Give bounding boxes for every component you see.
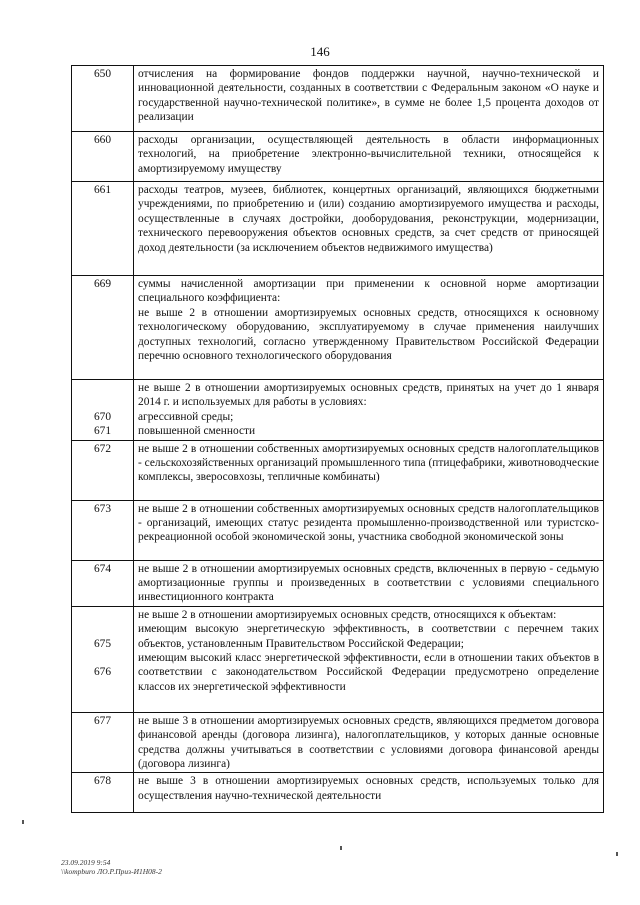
row-description: не выше 3 в отношении амортизируемых основных средств, используемых только для осуществления научно-технической деятельности (134, 773, 604, 813)
table-row (72, 560, 604, 606)
table-row (72, 380, 604, 441)
table-row (72, 712, 604, 773)
table-row (72, 132, 604, 182)
print-timestamp: 23.09.2019 9:54 (61, 858, 111, 867)
row-code: 671 (93, 425, 112, 438)
row-description (134, 276, 604, 380)
row-code: 660 (72, 132, 134, 182)
row-code: 678 (72, 773, 134, 813)
row-subitem: агрессивной среды; (138, 410, 234, 423)
row-code: 673 (72, 500, 134, 560)
row-code: 661 (72, 182, 134, 276)
row-description: отчисления на формирование фондов поддержки научной, научно-технической и инновационной деятельности, созданных в соответствии с Федеральным законом «О науке и государственной научно-технической политике», в сумме не более 1,5 процента доходов от реализации (134, 66, 604, 132)
row-subitem: повышенной сменности (138, 425, 256, 438)
row-code: 674 (72, 560, 134, 606)
row-code: 650 (72, 66, 134, 132)
row-description: не выше 2 в отношении амортизируемых основных средств, включенных в первую - седьмую амортизационные группы и произведенных в соответствии с условиями специального инвестиционного контракта (134, 560, 604, 606)
row-description: расходы организации, осуществляющей деятельность в области информационных технологий, на приобретение электронно-вычислительной техники, относящейся к амортизируемому имуществу (134, 132, 604, 182)
row-description: расходы театров, музеев, библиотек, концертных организаций, являющихся бюджетными учреждениями, по приобретению и (или) созданию амортизируемого имущества и расходы, осуществленные в случаях достройки, дооборудования, реконструкции, модернизации, технического перевооружения объектов основных средств, за счет средств от приносящей доход деятельности (за исключением объектов недвижимого имущества) (134, 182, 604, 276)
row-description (134, 606, 604, 712)
row-code: 675 (93, 637, 112, 650)
row-intro: суммы начисленной амортизации при применении к основной норме амортизации специального коэффициента: (138, 278, 599, 305)
scan-speck (22, 820, 24, 824)
table-row (72, 440, 604, 500)
row-description (134, 380, 604, 441)
row-description: не выше 2 в отношении собственных амортизируемых основных средств налогоплательщиков - сельскохозяйственных организаций промышленного типа (птицефабрики, животноводческие комплексы, зверосовхозы, тепличные комбинаты) (134, 440, 604, 500)
row-description: не выше 3 в отношении амортизируемых основных средств, являющихся предметом договора финансовой аренды (договора лизинга), налогоплательщиков, у которых данные основные средства должны учитываться в соответствии с условиями договора финансовой аренды (договора лизинга) (134, 712, 604, 773)
table-row (72, 606, 604, 712)
table-row (72, 182, 604, 276)
row-code: 670 (93, 410, 112, 423)
table-row (72, 500, 604, 560)
scan-speck (616, 852, 618, 856)
row-code: 672 (72, 440, 134, 500)
row-subitem: имеющим высокий класс энергетической эффективности, если в отношении таких объектов в соответствии с законодательством Российской Федерации предусмотрено определение классов их энергетической эффективности (138, 652, 599, 693)
row-code: 677 (72, 712, 134, 773)
row-codes (72, 606, 134, 712)
row-codes (72, 380, 134, 441)
page-number: 146 (310, 44, 330, 59)
table-row (72, 773, 604, 813)
row-code: 676 (93, 666, 112, 679)
scan-speck (340, 846, 342, 850)
income-expense-code-table (71, 65, 604, 813)
print-file-path: \\kompburo ЛО.Р.Приз-И1Н08-2 (61, 867, 162, 876)
row-subitem: имеющим высокую энергетическую эффективность, в соответствии с перечнем таких объектов, установленным Правительством Российской Федерации; (138, 623, 599, 650)
row-intro: не выше 2 в отношении амортизируемых основных средств, относящихся к объектам: (138, 608, 557, 621)
row-description: не выше 2 в отношении собственных амортизируемых основных средств налогоплательщиков - организаций, имеющих статус резидента промышленно-производственной или туристско-рекреационной особой экономической зоны, участника свободной экономической зоны (134, 500, 604, 560)
row-intro: не выше 2 в отношении амортизируемых основных средств, принятых на учет до 1 января 2014 г. и используемых для работы в условиях: (138, 382, 599, 409)
row-code: 669 (72, 276, 134, 380)
row-clause: не выше 2 в отношении амортизируемых основных средств, относящихся к основному технологическому оборудованию, эксплуатируемому в случае применения наилучших доступных технологий, согласно утвержденному Правительством Российской Федерации перечню основного технологического оборудования (138, 306, 599, 363)
table-row (72, 276, 604, 380)
print-footer (61, 858, 162, 876)
table-row (72, 66, 604, 132)
